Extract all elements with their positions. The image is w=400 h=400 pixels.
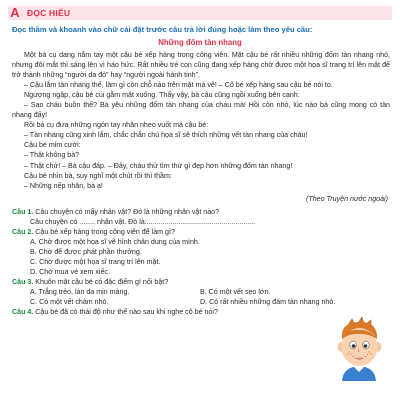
question-label: Câu 2. — [12, 227, 34, 236]
answer-option[interactable]: D. Có rất nhiều những đám tàn nhang nhỏ. — [200, 298, 336, 307]
story-paragraph: – Thật không bà? — [24, 151, 80, 160]
question-1 — [8, 207, 392, 217]
story-paragraph: Rồi bà cụ đưa những ngón tay nhăn nheo vuốt má cậu bé: — [24, 121, 209, 130]
section-title: ĐỌC HIỂU — [27, 8, 71, 18]
section-letter: A — [10, 5, 20, 20]
question-label: Câu 3. — [12, 277, 34, 286]
boy-illustration — [328, 317, 390, 381]
boy-shirt-icon — [342, 366, 376, 381]
answer-line: Câu chuyện có ........ nhân vật. Đó là:....................................................... — [30, 217, 256, 226]
answer-option[interactable]: D. Chờ mua vé xem xiếc. — [30, 267, 110, 276]
story-paragraph: Cậu bé mỉm cười: — [24, 141, 81, 150]
question-4 — [8, 307, 392, 317]
section-header — [8, 6, 392, 20]
question-text: Câu chuyện có mấy nhân vật? Đó là những nhân vật nào? — [35, 207, 220, 216]
answer-option[interactable]: C. Có một vết chàm nhỏ. — [30, 298, 109, 307]
instruction-text: Đọc thầm và khoanh vào chữ cái đặt trước câu trả lời đúng hoặc làm theo yêu cầu: — [12, 25, 313, 34]
answer-option-row — [8, 287, 392, 297]
answer-option-row — [8, 297, 392, 307]
story-title: Những đốm tàn nhang — [158, 38, 242, 47]
answer-option[interactable]: A. Chờ được một họa sĩ vẽ hình chân dung của mình. — [30, 237, 200, 246]
questions-section — [8, 207, 392, 318]
story-paragraph: – Sao cháu buồn thế? Bà yêu những đốm tàn nhang của cháu mà! Hồi còn nhỏ, lúc nào bà cũng mong có tàn nhang đấy! — [12, 101, 390, 120]
story-paragraph: – Tàn nhang cũng xinh lắm, chắc chắn chú họa sĩ sẽ thích những vết tàn nhang của cháu! — [24, 131, 308, 140]
story-paragraph: Cậu bé nhìn bà, suy nghĩ một chút rồi thì thầm: — [24, 171, 172, 180]
story-paragraph: – Những nếp nhăn, bà ạ! — [24, 181, 103, 190]
question-text: Khuôn mặt cậu bé có đặc điểm gì nổi bật? — [35, 277, 169, 286]
story-paragraph: – Thật chứ! – Bà cậu đáp. – Đây, cháu thử tìm thứ gì đẹp hơn những đốm tàn nhang! — [24, 161, 293, 170]
question-text: Cậu bé xếp hàng trong công viên để làm gì? — [35, 227, 175, 236]
question-2 — [8, 227, 392, 237]
story-paragraph: Một bà cụ dang nắm tay một cậu bé xếp hàng trong công viên. Mặt cậu bé rất nhiều những đốm tàn nhang nhỏ, nhưng đôi mắt thì sáng lên vì háo hức. Rất nhiều trẻ con cũng đang xếp hàng chờ được một họa sĩ trang trí lên mặt để trở thành những “người da đỏ” hay “người ngoài hành tinh”. — [12, 51, 390, 80]
answer-option[interactable]: C. Chờ được một họa sĩ trang trí lên mặt. — [30, 257, 161, 266]
story-source: (Theo Truyện nước ngoài) — [306, 194, 388, 203]
story-paragraph: – Cậu lắm tàn nhang thế, làm gì còn chỗ nào trên mặt mà vẽ! – Cô bé xếp hàng sau cậu bé nói to. — [24, 81, 333, 90]
question-label: Câu 4. — [12, 308, 34, 317]
question-text: Cậu bé đã có thái độ như thế nào sau khi nghe cô bé nói? — [35, 308, 218, 317]
answer-option[interactable]: A. Trắng trẻo, làn da mịn màng. — [30, 288, 130, 297]
story-paragraph: Ngượng ngập, cậu bé cúi gằm mặt xuống. Thấy vậy, bà cậu cũng ngồi xuống bên cạnh: — [24, 91, 300, 100]
answer-option[interactable]: B. Chờ để được phát phần thưởng. — [30, 247, 142, 256]
answer-option[interactable]: B. Có một vết sẹo lớn. — [200, 288, 271, 297]
story-body — [8, 50, 392, 191]
question-label: Câu 1. — [12, 207, 34, 216]
question-3 — [8, 277, 392, 287]
